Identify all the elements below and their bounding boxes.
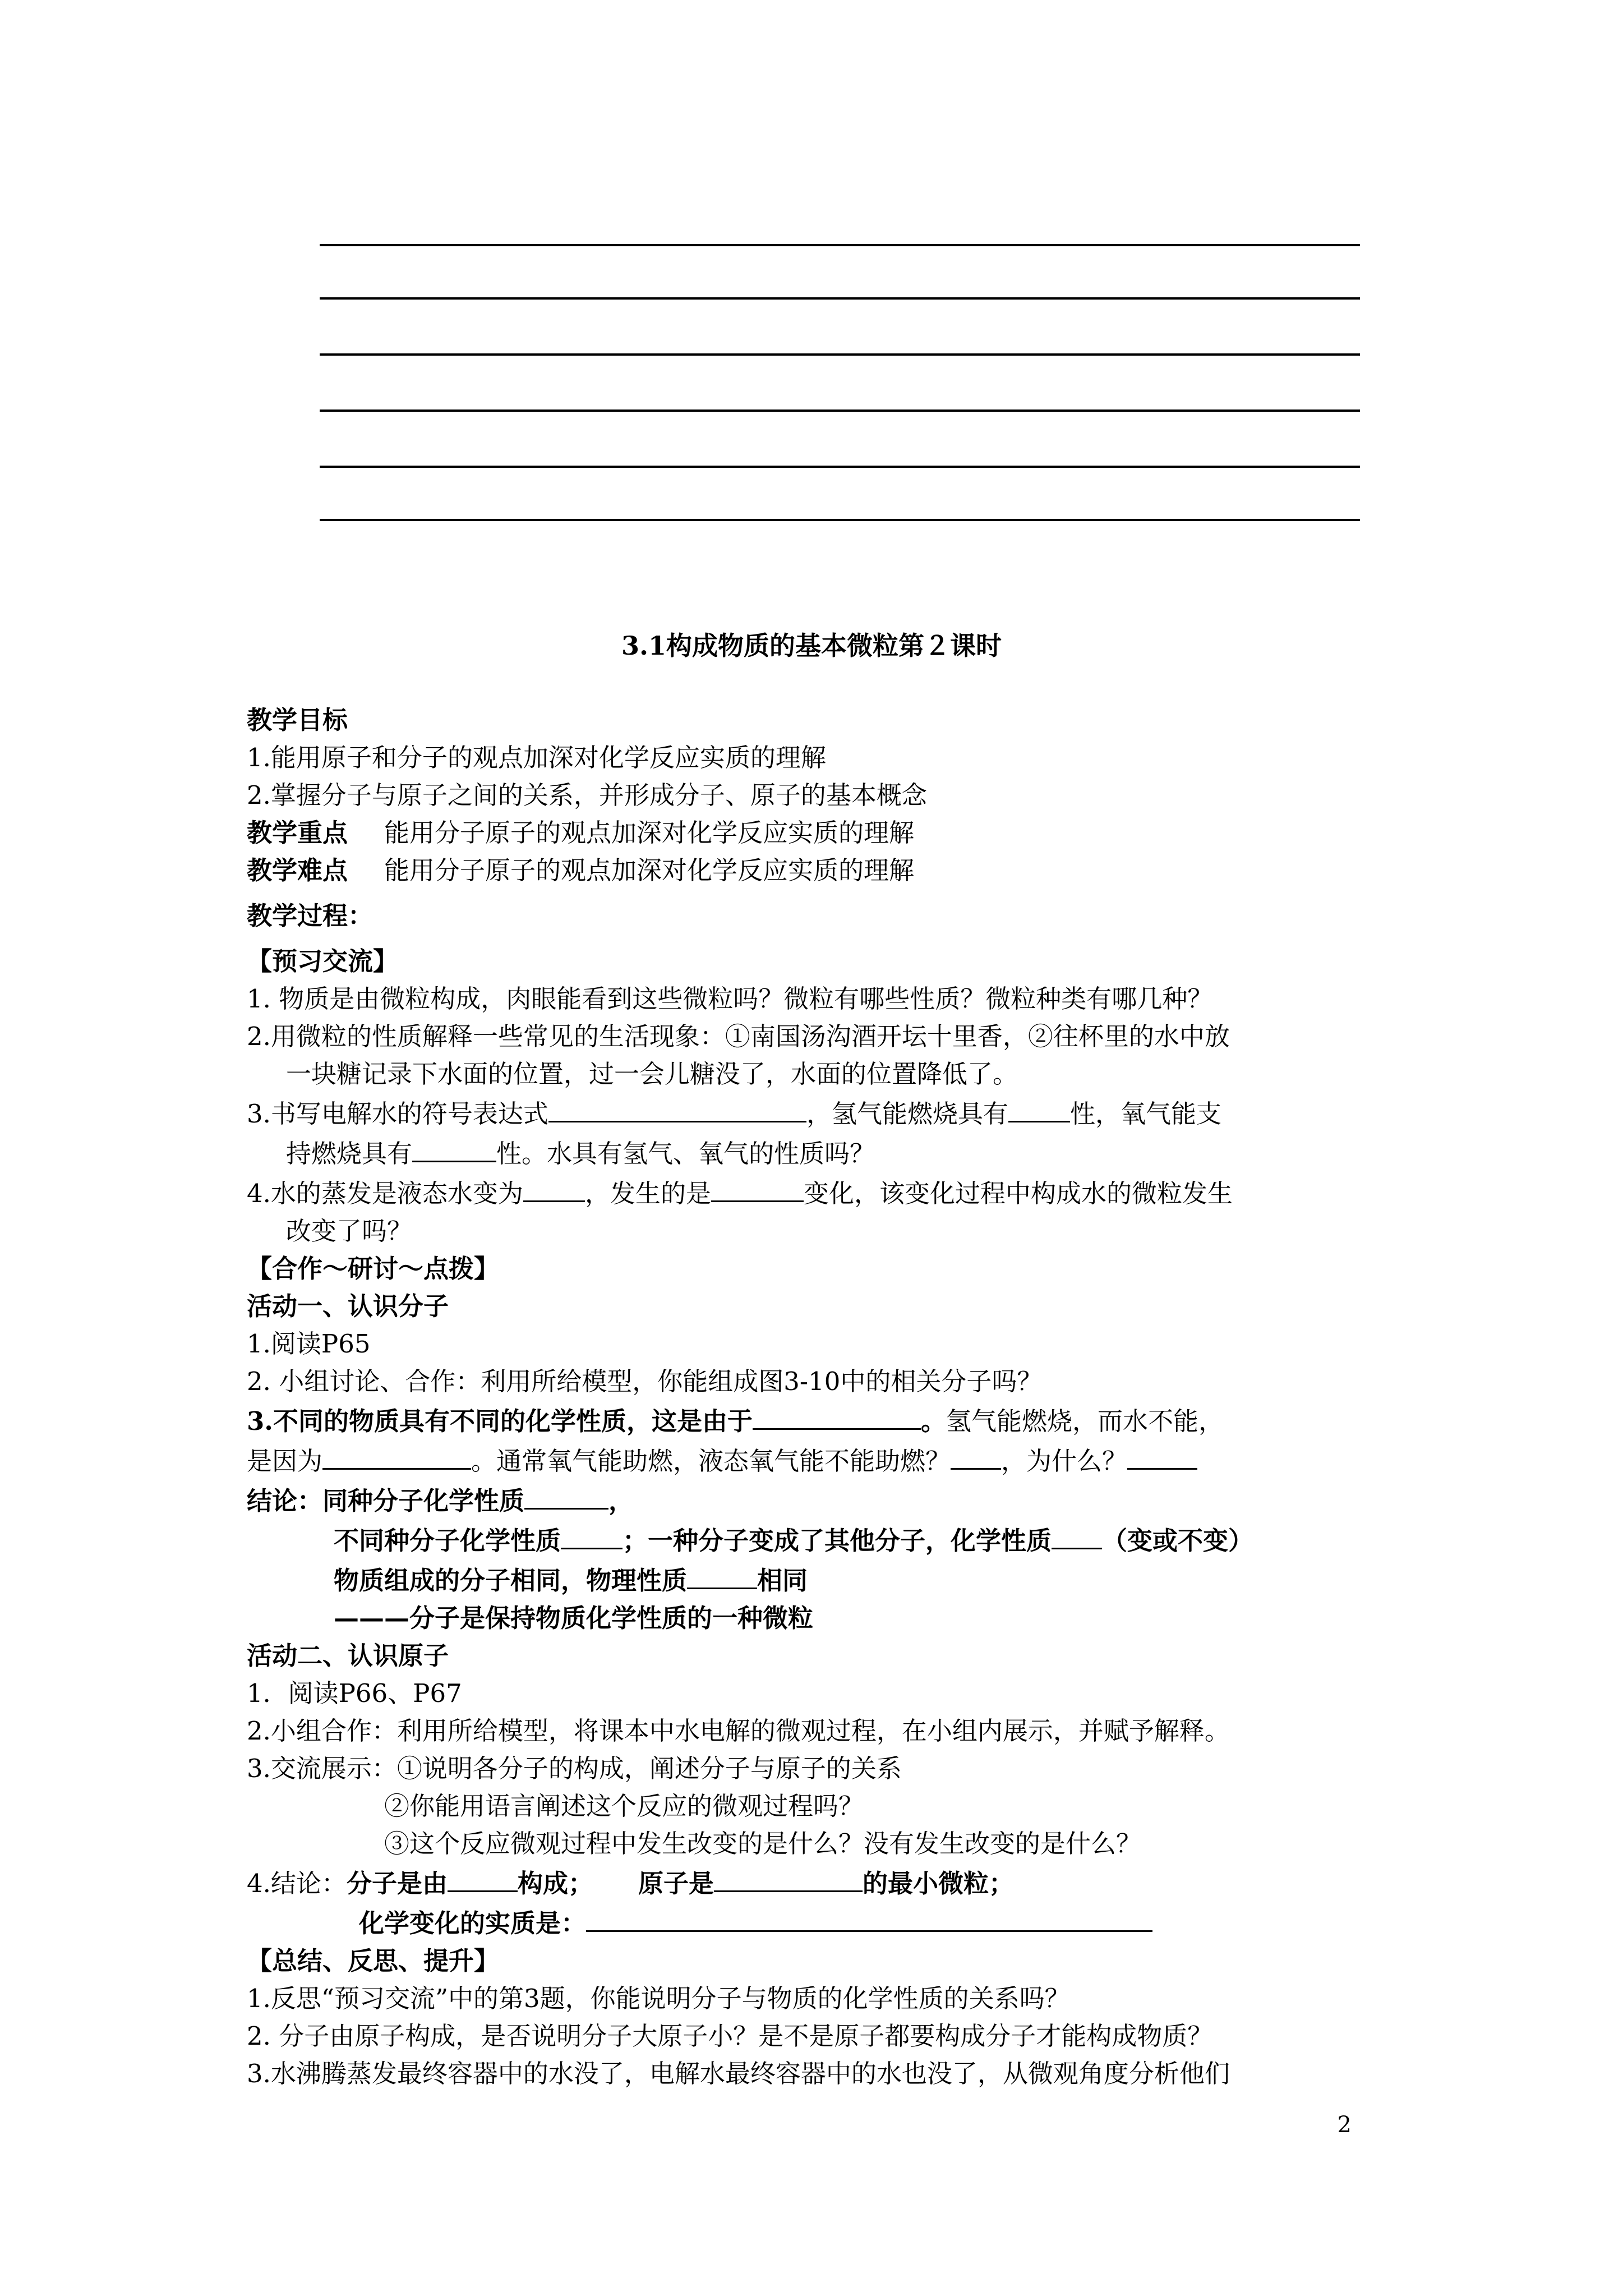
conclusion: 不同种分子化学性质 ；一种分子变成了其他分子，化学性质 （变或不变） (247, 1520, 1380, 1559)
key-point-label: 教学重点 (247, 818, 348, 848)
answer-line (320, 297, 1360, 300)
fill-blank[interactable] (1052, 1520, 1102, 1549)
activity-step: 3.交流展示：①说明各分子的构成，阐述分子与原子的关系 (247, 1754, 902, 1783)
fill-blank[interactable] (687, 1559, 757, 1589)
activity-step: 1．阅读P66、P67 (247, 1678, 462, 1708)
fill-blank[interactable] (448, 1862, 518, 1892)
fill-blank[interactable] (1008, 1093, 1070, 1122)
preview-question-cont: 一块糖记录下水面的位置，过一会儿糖没了，水面的位置降低了。 (286, 1059, 1018, 1089)
summary-item: 1.反思“预习交流”中的第3题，你能说明分子与物质的化学性质的关系吗？ (247, 1984, 1070, 2013)
fill-blank[interactable] (412, 1133, 496, 1162)
answer-line (320, 409, 1360, 412)
answer-line (320, 353, 1360, 356)
preview-question: 3.书写电解水的符号表达式 ，氢气能燃烧具有 性，氧气能支 (247, 1093, 1380, 1133)
fill-blank[interactable] (951, 1440, 1001, 1470)
activity-step-cont: ②你能用语言阐述这个反应的微观过程吗？ (384, 1791, 864, 1821)
summary-item: 2. 分子由原子构成，是否说明分子大原子小？是不是原子都要构成分子才能构成物质？ (247, 2021, 1213, 2051)
fill-blank[interactable] (711, 1172, 804, 1202)
fill-blank[interactable] (714, 1862, 863, 1892)
preview-heading: 【预习交流】 (247, 946, 399, 976)
fill-blank[interactable] (1127, 1440, 1197, 1470)
fill-blank[interactable] (548, 1093, 806, 1122)
activity-title: 活动一、认识分子 (247, 1291, 449, 1321)
difficulty-label: 教学难点 (247, 855, 348, 885)
fill-blank[interactable] (561, 1520, 623, 1549)
activity-step-cont: 化学变化的实质是： (247, 1902, 1380, 1942)
activity-step-cont: 是因为 。通常氧气能助燃，液态氧气能不能助燃？ ，为什么？ (247, 1440, 1380, 1480)
activity-step: 3.不同的物质具有不同的化学性质，这是由于 。氢气能燃烧，而水不能， (247, 1400, 1380, 1440)
objectives-heading: 教学目标 (247, 705, 348, 735)
preview-question: 2.用微粒的性质解释一些常见的生活现象：①南国汤沟酒开坛十里香，②往杯里的水中放 (247, 1022, 1230, 1051)
preview-question-cont: 改变了吗？ (286, 1216, 413, 1246)
activity-step: 2. 小组讨论、合作：利用所给模型，你能组成图3-10中的相关分子吗？ (247, 1366, 1043, 1396)
key-point-text: 能用分子原子的观点加深对化学反应实质的理解 (384, 818, 915, 848)
conclusion: ———分子是保持物质化学性质的一种微粒 (334, 1603, 814, 1633)
fill-blank[interactable] (524, 1480, 608, 1510)
activity-step: 4.结论：分子是由 构成； 原子是 的最小微粒； (247, 1862, 1380, 1902)
answer-line (320, 519, 1360, 521)
lesson-body (247, 701, 1380, 2092)
key-point (247, 814, 1380, 852)
difficulty-text: 能用分子原子的观点加深对化学反应实质的理解 (384, 855, 915, 885)
fill-blank[interactable] (586, 1902, 1152, 1932)
page-title: 3.1构成物质的基本微粒第２课时 (621, 631, 1002, 661)
summary-heading: 【总结、反思、提升】 (247, 1946, 500, 1976)
preview-question-cont: 持燃烧具有 性。水具有氢气、氧气的性质吗？ (247, 1133, 1380, 1172)
page-number: 2 (1337, 2112, 1352, 2138)
cooperation-heading: 【合作～研讨～点拨】 (247, 1254, 500, 1283)
fill-blank[interactable] (523, 1172, 585, 1202)
answer-line (320, 466, 1360, 468)
answer-line (320, 244, 1360, 246)
activity-step: 2.小组合作：利用所给模型，将课本中水电解的微观过程，在小组内展示，并赋予解释。 (247, 1716, 1230, 1746)
activity-step-cont: ③这个反应微观过程中发生改变的是什么？没有发生改变的是什么？ (384, 1829, 1142, 1858)
objective-item: 1.能用原子和分子的观点加深对化学反应实质的理解 (247, 743, 826, 772)
difficulty (247, 852, 1380, 889)
objective-item: 2.掌握分子与原子之间的关系，并形成分子、原子的基本概念 (247, 780, 927, 810)
conclusion: 结论：同种分子化学性质 ， (247, 1480, 1380, 1520)
conclusion: 物质组成的分子相同，物理性质 相同 (247, 1559, 1380, 1599)
fill-blank[interactable] (753, 1400, 921, 1430)
activity-title: 活动二、认识原子 (247, 1641, 449, 1671)
fill-blank[interactable] (322, 1440, 471, 1470)
preview-question: 4.水的蒸发是液态水变为 ，发生的是 变化，该变化过程中构成水的微粒发生 (247, 1172, 1380, 1212)
activity-step: 1.阅读P65 (247, 1329, 371, 1359)
process-heading: 教学过程： (247, 901, 374, 931)
preview-question: 1. 物质是由微粒构成，肉眼能看到这些微粒吗？微粒有哪些性质？微粒种类有哪几种？ (247, 984, 1213, 1014)
summary-item: 3.水沸腾蒸发最终容器中的水没了，电解水最终容器中的水也没了，从微观角度分析他们 (247, 2059, 1230, 2088)
